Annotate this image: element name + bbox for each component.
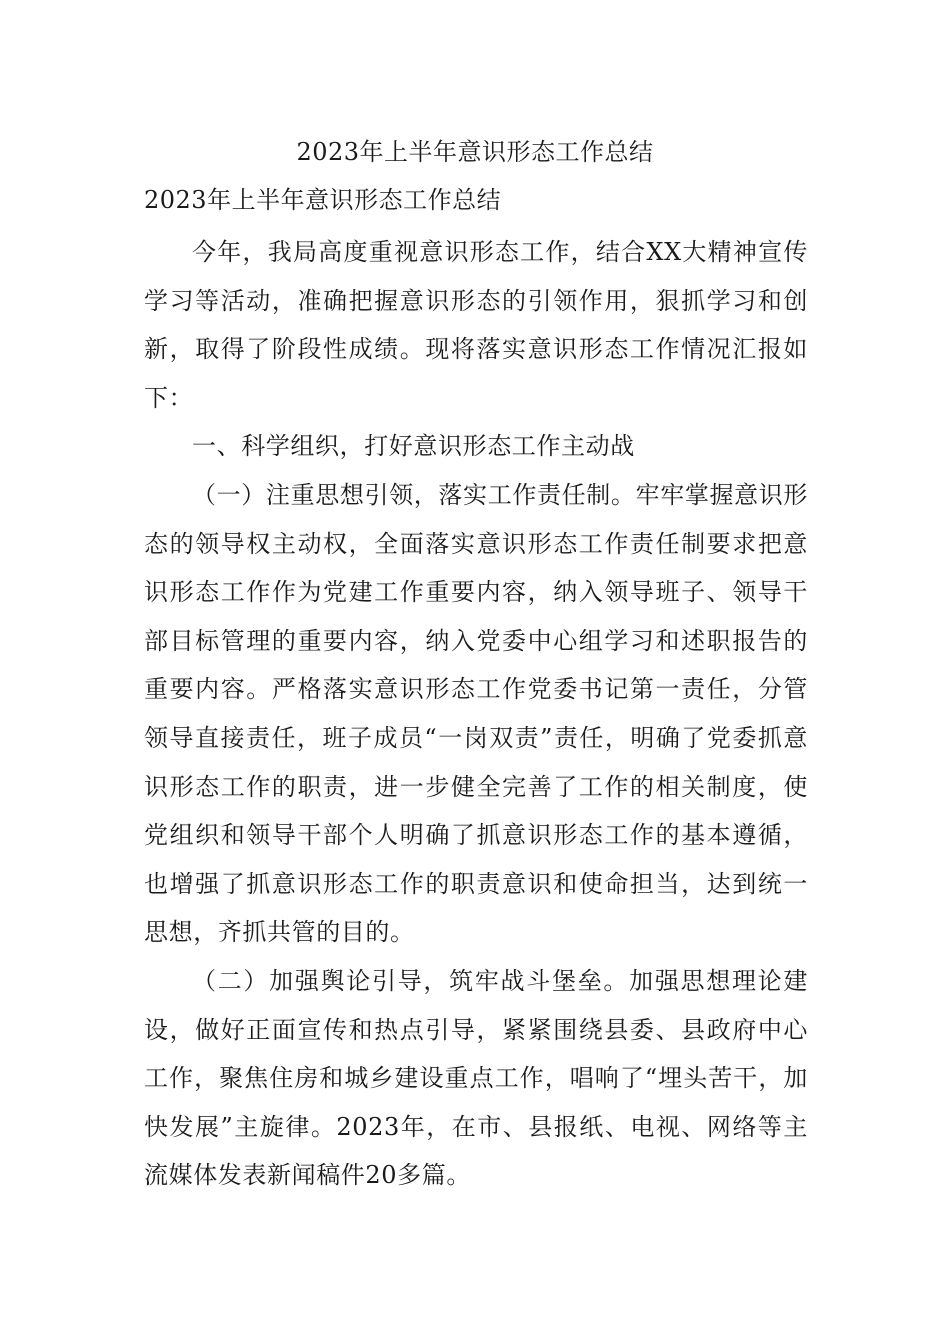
document-title: 2023年上半年意识形态工作总结: [296, 138, 654, 166]
paragraph-intro: 今年，我局高度重视意识形态工作，结合XX大精神宣传学习等活动，准确把握意识形态的引领作用，狠抓学习和创新，取得了阶段性成绩。现将落实意识形态工作情况汇报如下：: [144, 238, 808, 412]
section-heading-1: 一、科学组织，打好意识形态工作主动战: [192, 432, 635, 461]
paragraph-section-1-1: （一）注重思想引领，落实工作责任制。牢牢掌握意识形态的领导权主动权，全面落实意识形态工作责任制要求把意识形态工作作为党建工作重要内容，纳入领导班子、领导干部目标管理的重要内容，纳入党委中心组学习和述职报告的重要内容。严格落实意识形态工作党委书记第一责任，分管领导直接责任，班子成员“一岗双责”责任，明确了党委抓意识形态工作的职责，进一步健全完善了工作的相关制度，使党组织和领导干部个人明确了抓意识形态工作的基本遵循，也增强了抓意识形态工作的职责意识和使命担当，达到统一思想，齐抓共管的目的。: [144, 480, 808, 947]
document-subtitle: 2023年上半年意识形态工作总结: [144, 186, 502, 214]
document-body: [144, 228, 808, 1200]
paragraph-section-1-2: （二）加强舆论引导，筑牢战斗堡垒。加强思想理论建设，做好正面宣传和热点引导，紧紧围绕县委、县政府中心工作，聚焦住房和城乡建设重点工作，唱响了“埋头苦干，加快发展”主旋律。2023年，在市、县报纸、电视、网络等主流媒体发表新闻稿件20多篇。: [144, 966, 808, 1190]
